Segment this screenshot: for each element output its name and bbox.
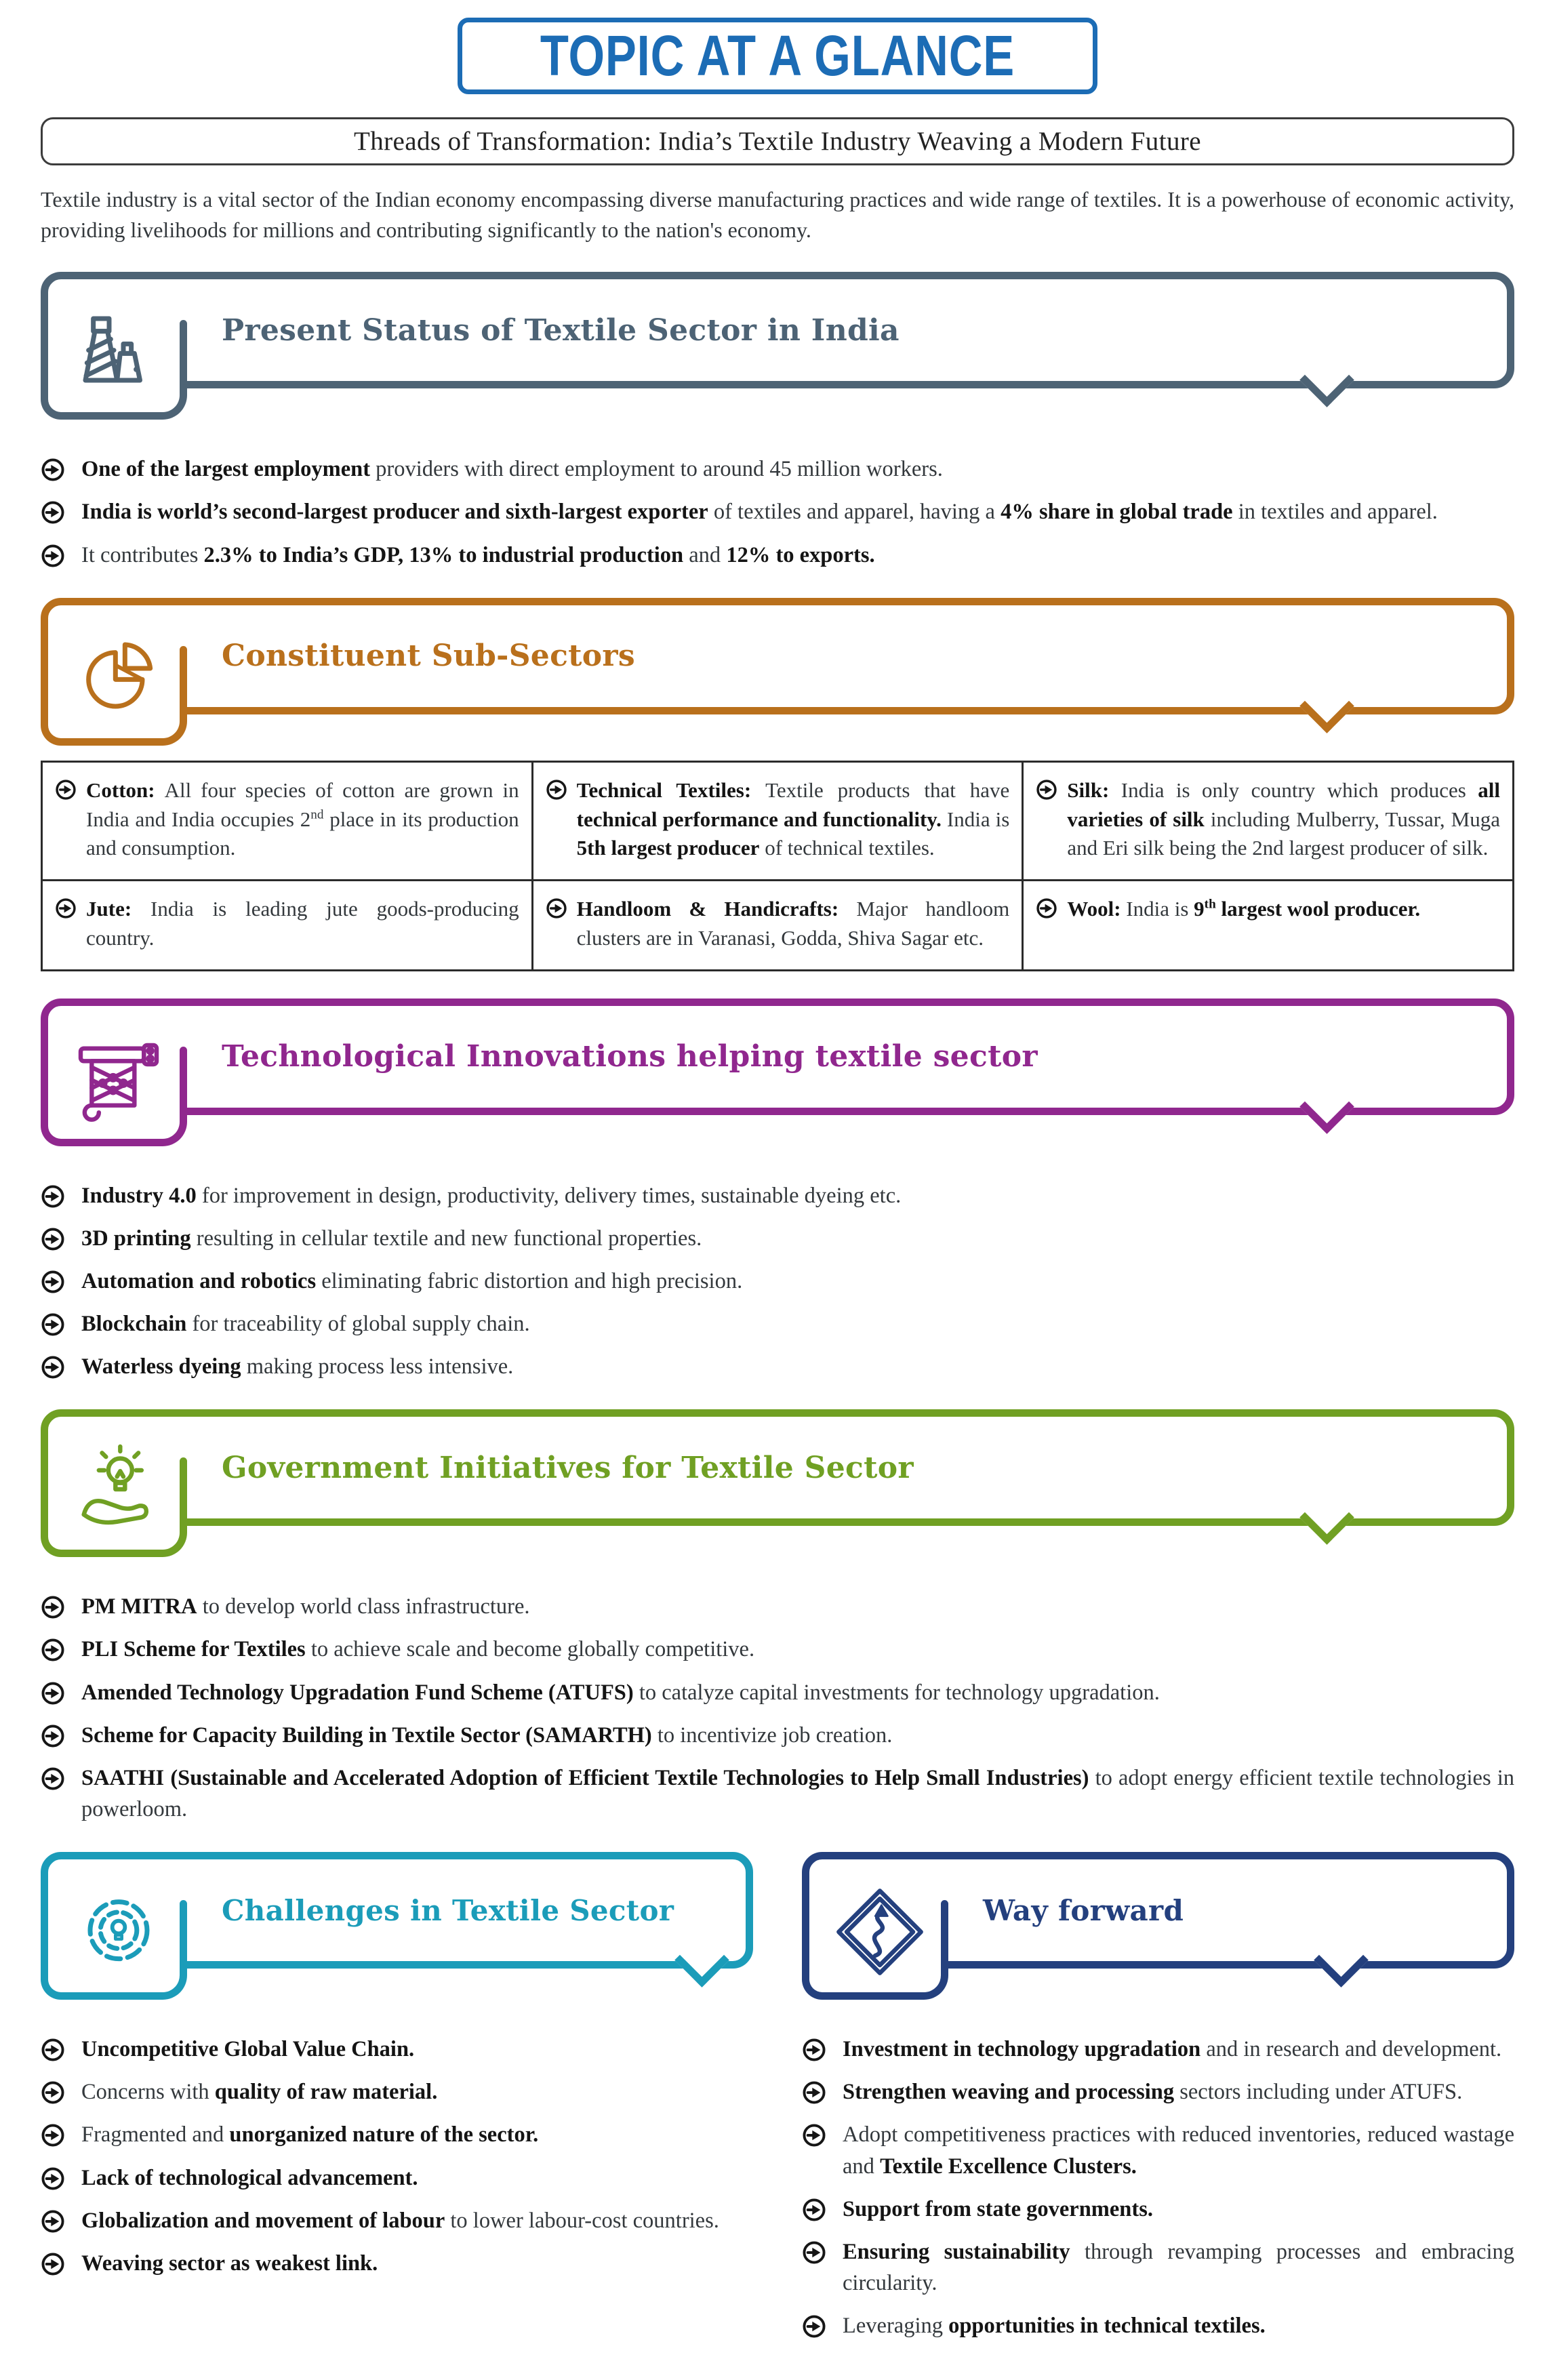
list-item-text [81,1351,513,1382]
list-item-text [843,2236,1514,2299]
bullet-arrow-icon [41,1312,65,1337]
bullet-arrow-icon [41,1767,65,1791]
text: India is only country which produces [1120,778,1478,802]
text: in textiles and apparel. [1232,500,1438,525]
banner-divider [180,1047,187,1112]
page-title [488,25,1067,87]
text: Fragmented and [81,2122,230,2147]
hand-bulb-icon [66,1432,171,1547]
bullet-arrow-icon [546,779,567,803]
list-item [41,453,1514,485]
bullet-arrow-icon [41,2123,65,2147]
section-banner [41,999,1514,1115]
list-item-text [81,453,943,485]
table-cell-text [1067,776,1500,863]
banner-notch [674,1933,729,1988]
list-item [802,2034,1514,2065]
page-title-text: TOPIC AT A GLANCE [540,24,1015,87]
bold-text: India is world’s second-largest producer and sixth-largest exporter [81,500,708,525]
bold-text: 9 [1194,897,1205,921]
text: Major handloom clusters are in Varanasi, Godda, Shiva Sagar etc. [576,897,1010,950]
text: India is leading jute goods-producing country. [86,897,519,950]
bold-text: 5th largest producer [576,836,760,860]
bullet-arrow-icon [802,2240,826,2265]
bullet-arrow-icon [41,1724,65,1748]
bold-text: 4% share in global trade [1001,500,1233,525]
bold-text: SAATHI (Sustainable and Accelerated Adoption of Efficient Textile Technologies to Help Small Industries) [81,1765,1089,1790]
bullet-arrow-icon [55,779,77,803]
table-row [42,761,1514,880]
section-banner [41,272,1514,388]
text: providers with direct employment to around 45 million workers. [370,457,943,482]
section-title: Technological Innovations helping textile sector [222,1039,1038,1074]
list-item-text [81,1720,892,1751]
table-cell-text [86,776,519,863]
bold-text: Investment in technology upgradation [843,2037,1201,2062]
banner-divider [180,320,187,385]
list-item-text [81,540,875,571]
banner-notch [1299,1079,1354,1134]
text: through revamping processes and embracing circularity. [843,2239,1514,2295]
loom-fabric-icon [66,1021,171,1136]
text: India is [946,807,1010,831]
list-item-text [81,2248,378,2279]
text: Leveraging [843,2314,949,2339]
list-item [802,2236,1514,2299]
bullet-arrow-icon [41,544,65,568]
table-cell-content [1036,895,1500,924]
bottom-columns [41,1852,1514,2353]
list-item-text [81,1634,754,1665]
table-cell [1023,881,1514,971]
bold-text: technical performance and functionality. [576,807,947,831]
list-item [802,2119,1514,2181]
list-item [41,496,1514,527]
list-item-text [843,2034,1501,2065]
bullet-arrow-icon [41,1681,65,1706]
bold-text: One of the largest employment [81,457,371,482]
banner-divider [180,1900,187,1965]
bold-text: Handloom & Handicrafts: [576,897,857,921]
table-cell-content [546,895,1010,953]
bold-text: Textile Excellence Clusters. [880,2154,1137,2179]
bullet-arrow-icon [41,2080,65,2105]
bold-text: Blockchain [81,1311,187,1336]
list-item-text [81,2205,719,2236]
list-item [41,1308,1514,1339]
bullet-arrow-icon [41,458,65,482]
list-item-text [81,1223,702,1254]
bold-text: 2.3% to India’s GDP, 13% to industrial production [203,542,684,567]
bold-text: quality of raw material. [214,2080,438,2105]
bold-text: Lack of technological advancement. [81,2165,418,2190]
winding-road-sign-icon [827,1874,933,1990]
bold-text: Technical Textiles: [576,778,766,802]
list-item [41,2162,753,2194]
maze-bulb-icon [66,1874,171,1990]
text: Textile products that have [765,778,1010,802]
bold-text: PLI Scheme for Textiles [81,1637,306,1662]
section-banner [41,598,1514,714]
text: to incentivize job creation. [651,1722,893,1748]
bullet-arrow-icon [802,2314,826,2339]
list-item-text [81,2034,414,2065]
list-item [41,2034,753,2065]
thread-spools-icon [66,294,171,409]
list-item [802,2310,1514,2341]
list-item-text [81,1266,742,1297]
text: to adopt energy efficient textile technologies in powerloom. [81,1765,1514,1821]
bullet-arrow-icon [802,2198,826,2222]
list-item [802,2194,1514,2225]
list-item-text [843,2076,1462,2107]
list-item-text [81,1308,530,1339]
list-item-text [843,2119,1514,2181]
banner-notch [1299,679,1354,733]
bullet-arrow-icon [41,1270,65,1294]
list-item-text [81,2119,538,2150]
text: to develop world class infrastructure. [197,1594,530,1619]
list-item [41,1720,1514,1751]
table-cell [1023,761,1514,880]
bold-text: Support from state governments. [843,2196,1153,2221]
list-item [41,1677,1514,1708]
pie-chart-icon [66,620,171,735]
bold-text: Weaving sector as weakest link. [81,2251,378,2276]
list-item-text [81,1180,901,1211]
list-item [41,1266,1514,1297]
bold-text: all varieties of silk [1067,778,1500,831]
bold-text: Amended Technology Upgradation Fund Scheme (ATUFS) [81,1680,634,1705]
bullet-arrow-icon [802,2080,826,2105]
table-cell [42,761,533,880]
bold-text: Uncompetitive Global Value Chain. [81,2037,415,2062]
list-item [41,540,1514,571]
table-cell-content [55,895,519,953]
bullet-arrow-icon [41,1227,65,1251]
section-banner [41,1409,1514,1526]
text: Concerns with [81,2080,215,2105]
text: to catalyze capital investments for technology upgradation. [633,1680,1160,1705]
bullet-arrow-icon [41,1638,65,1662]
table-cell-content [546,776,1010,863]
bold-text: Automation and robotics [81,1268,317,1293]
text: Adopt competitiveness practices with reduced inventories, reduced wastage and [843,2122,1514,2179]
list-item-text [843,2310,1266,2341]
bold-text: Strengthen weaving and processing [843,2080,1175,2105]
bullet-list [41,1591,1514,1825]
list-item [41,1591,1514,1622]
text: to achieve scale and become globally competitive. [305,1637,755,1662]
text: including Mulberry, Tussar, Muga and Eri silk being the 2nd largest producer of silk. [1067,807,1501,860]
text: sectors including under ATUFS. [1174,2080,1463,2105]
bullet-list [41,453,1514,570]
list-item [802,2076,1514,2107]
table-cell-text [577,895,1010,953]
text: of textiles and apparel, having a [708,500,1001,525]
list-item [41,1634,1514,1665]
intro-paragraph: Textile industry is a vital sector of the Indian economy encompassing diverse manufacturing practices and wide range of textiles. It is a powerhouse of economic activity, providing livelihoods for millions and contributing significantly to the nation's economy. [41,186,1514,242]
bold-text: Waterless dyeing [81,1354,241,1379]
subtitle-box [41,117,1514,165]
text: making process less intensive. [241,1354,514,1379]
table-cell-text [577,776,1010,863]
list-item [41,2076,753,2107]
section-title: Present Status of Textile Sector in India [222,312,900,348]
bold-text: th [1204,897,1216,912]
text: place in its production and consumption. [86,807,519,860]
bold-text: Wool: [1067,897,1127,921]
list-item [41,2119,753,2150]
banner-notch [1314,1933,1369,1988]
bullet-arrow-icon [41,2209,65,2234]
section-gov-initiatives [41,1409,1514,1825]
bold-text: Silk: [1067,778,1121,802]
text: for traceability of global supply chain. [186,1311,530,1336]
list-item-text [81,1762,1514,1825]
bold-text: Globalization and movement of labour [81,2208,445,2233]
banner-notch [1299,1490,1354,1545]
bold-text: 3D printing [81,1226,191,1251]
bold-text: PM MITRA [81,1594,197,1619]
bullet-arrow-icon [41,2038,65,2062]
banner-divider [180,646,187,711]
list-item-text [81,1677,1160,1708]
text: resulting in cellular textile and new functional properties. [190,1226,702,1251]
text: of technical textiles. [759,836,935,860]
table-cell [532,881,1023,971]
section-subsectors [41,598,1514,971]
bullet-arrow-icon [55,897,77,922]
bold-text: Ensuring sustainability [843,2239,1070,2264]
section-banner [802,1852,1514,1969]
table-cell-content [55,776,519,863]
bold-text: Cotton: [86,778,165,802]
text: to lower labour-cost countries. [445,2208,719,2233]
bullet-list [802,2034,1514,2341]
text: eliminating fabric distortion and high precision. [316,1268,743,1293]
bullet-list [41,1180,1514,1383]
section-tech-innovations [41,999,1514,1383]
bold-text: largest wool producer. [1215,897,1421,921]
title-box [458,18,1097,94]
list-item-text [81,1591,530,1622]
list-item-text [81,2076,437,2107]
bold-text: Scheme for Capacity Building in Textile Sector (SAMARTH) [81,1722,652,1748]
text: All four species of cotton are grown in India and India occupies 2 [86,778,519,831]
table-cell [532,761,1023,880]
section-title: Way forward [983,1893,1184,1927]
banner-notch [1299,353,1354,408]
page-subtitle: Threads of Transformation: India’s Textile Industry Weaving a Modern Future [354,126,1201,156]
bullet-arrow-icon [1036,779,1057,803]
list-item [41,1223,1514,1254]
bullet-arrow-icon [802,2123,826,2147]
bold-text: Industry 4.0 [81,1183,197,1208]
list-item [41,1180,1514,1211]
banner-divider [180,1457,187,1522]
bold-text: 12% to exports. [726,542,875,567]
bold-text: unorganized nature of the sector. [229,2122,539,2147]
list-item-text [843,2194,1153,2225]
bullet-arrow-icon [41,2166,65,2191]
subsectors-table [41,761,1514,971]
list-item-text [81,496,1438,527]
bullet-arrow-icon [41,1595,65,1619]
page-header [41,18,1514,94]
bold-text: opportunities in technical textiles. [948,2314,1266,2339]
bullet-arrow-icon [802,2038,826,2062]
bullet-arrow-icon [546,897,567,922]
table-cell [42,881,533,971]
list-item [41,1351,1514,1382]
table-cell-text [86,895,519,953]
section-challenges [41,1852,753,2353]
bold-text: Jute: [86,897,151,921]
list-item-text [81,2162,418,2194]
text: It contributes [81,542,204,567]
table-cell-text [1067,895,1420,924]
text: nd [310,807,324,822]
table-cell-content [1036,776,1500,863]
section-present-status [41,272,1514,570]
text: for improvement in design, productivity, delivery times, sustainable dyeing etc. [196,1183,902,1208]
section-title: Government Initiatives for Textile Sector [222,1450,914,1485]
banner-divider [941,1900,948,1965]
text: India is [1126,897,1194,921]
section-banner [41,1852,753,1969]
section-title: Constituent Sub-Sectors [222,639,635,674]
text: and in research and development. [1200,2037,1502,2062]
bullet-arrow-icon [1036,897,1057,922]
section-way-forward [802,1852,1514,2353]
section-title: Challenges in Textile Sector [222,1893,674,1927]
table-row [42,881,1514,971]
bullet-arrow-icon [41,1184,65,1209]
bullet-arrow-icon [41,500,65,525]
list-item [41,2205,753,2236]
list-item [41,2248,753,2279]
text: and [683,542,727,567]
bullet-list [41,2034,753,2279]
list-item [41,1762,1514,1825]
bullet-arrow-icon [41,2252,65,2276]
bullet-arrow-icon [41,1355,65,1379]
